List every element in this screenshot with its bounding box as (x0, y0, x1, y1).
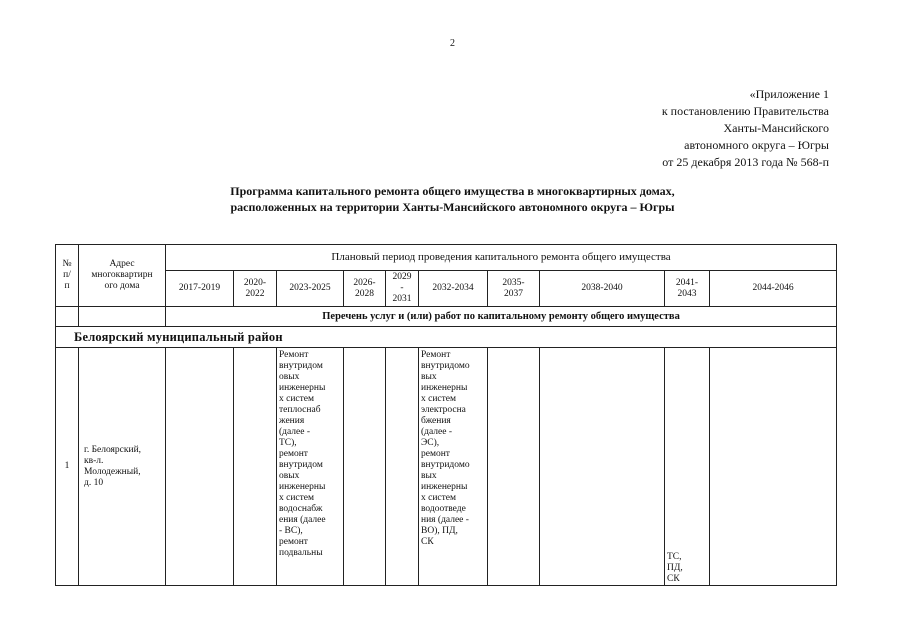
year-header: 2044-2046 (710, 271, 837, 307)
year-header: 2023-2025 (277, 271, 344, 307)
works-2023-2025: Ремонт внутридом овых инженерны х систем теплоснаб жения (далее - ТС), ремонт внутридом овых инженерны х систем водоснабж ения (далее - ВС), ремонт подвальны (277, 348, 344, 586)
empty-cell (166, 348, 234, 586)
header-period: Плановый период проведения капитального ремонта общего имущества (166, 245, 837, 271)
works-2041-2043: ТС, ПД, СК (665, 348, 710, 586)
empty-cell (234, 348, 277, 586)
appendix-line: «Приложение 1 (749, 87, 829, 101)
title-line-2: расположенных на территории Ханты-Мансийского автономного округа – Югры (230, 200, 675, 214)
year-header: 2026- 2028 (344, 271, 386, 307)
year-header: 2017-2019 (166, 271, 234, 307)
works-2032-2034: Ремонт внутридомо вых инженерны х систем электросна бжения (далее - ЭС), ремонт внутридомо вых инженерны х систем водоотведе ния (далее - ВО), ПД, СК (419, 348, 488, 586)
empty-cell (488, 348, 540, 586)
appendix-line: автономного округа – Югры (684, 138, 829, 152)
empty-cell (79, 307, 166, 327)
document-title (0, 183, 905, 215)
services-header: Перечень услуг и (или) работ по капитальному ремонту общего имущества (166, 307, 837, 327)
header-address: Адрес многоквартирн ого дома (79, 245, 166, 307)
year-header: 2041- 2043 (665, 271, 710, 307)
page-number: 2 (450, 38, 455, 49)
year-header: 2035- 2037 (488, 271, 540, 307)
district-row: Белоярский муниципальный район (56, 327, 837, 348)
repair-program-table (55, 244, 837, 586)
year-header: 2032-2034 (419, 271, 488, 307)
row-address: г. Белоярский, кв-л. Молодежный, д. 10 (79, 348, 166, 586)
appendix-line: Ханты-Мансийского (723, 121, 829, 135)
table-row (56, 348, 837, 586)
appendix-line: от 25 декабря 2013 года № 568-п (662, 155, 829, 169)
empty-cell (710, 348, 837, 586)
year-header: 2020- 2022 (234, 271, 277, 307)
appendix-line: к постановлению Правительства (661, 104, 829, 118)
header-number: № п/ п (56, 245, 79, 307)
year-header: 2029 - 2031 (386, 271, 419, 307)
row-number: 1 (56, 348, 79, 586)
empty-cell (386, 348, 419, 586)
empty-cell (540, 348, 665, 586)
appendix-block (662, 86, 829, 171)
empty-cell (344, 348, 386, 586)
title-line-1: Программа капитального ремонта общего имущества в многоквартирных домах, (230, 184, 675, 198)
year-header: 2038-2040 (540, 271, 665, 307)
empty-cell (56, 307, 79, 327)
